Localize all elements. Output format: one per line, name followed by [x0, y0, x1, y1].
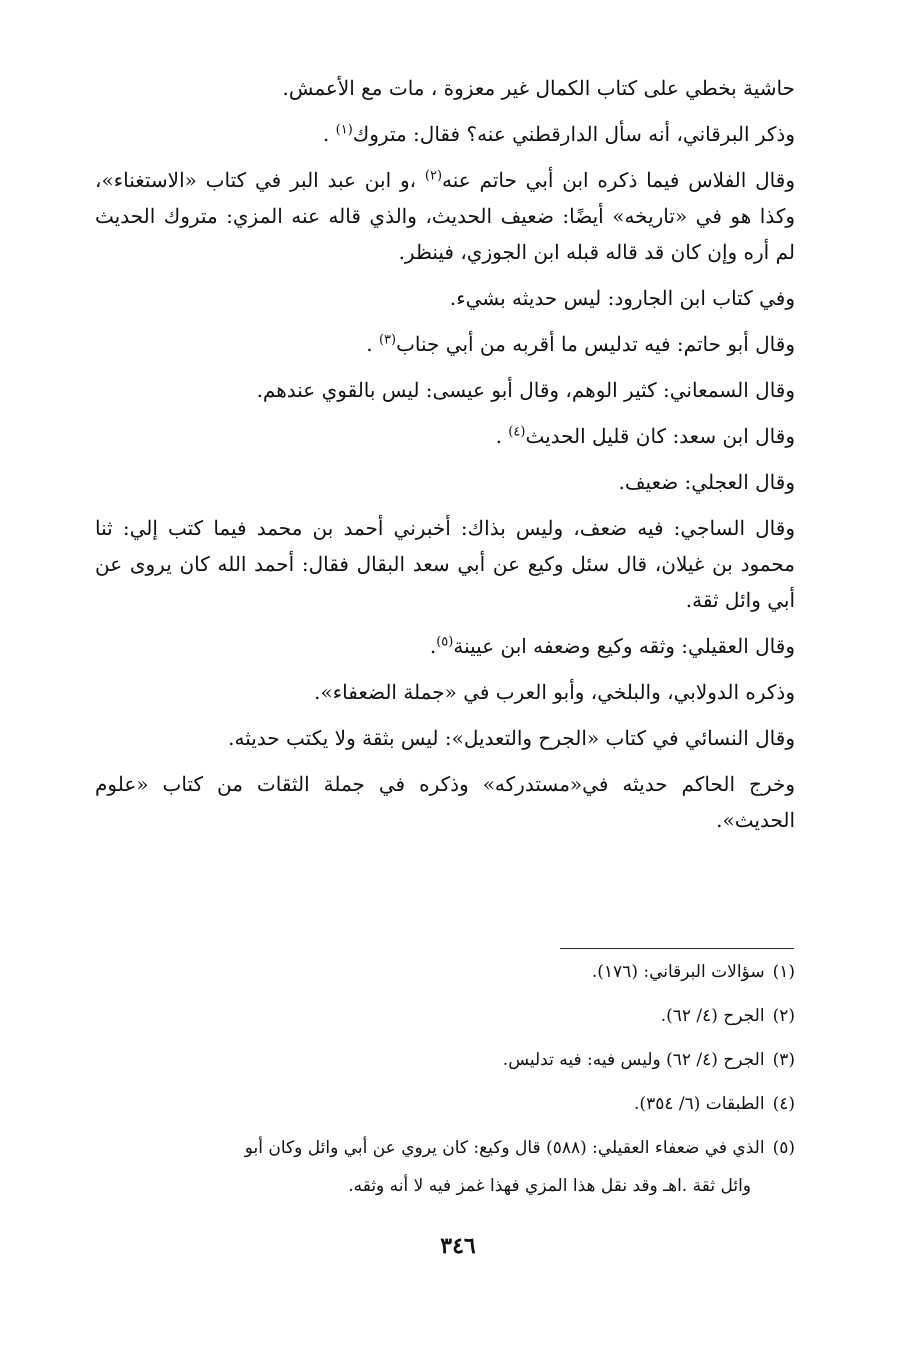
paragraph-11: [95, 674, 795, 710]
paragraph-tail: ،و ابن عبد البر في كتاب «الاستغناء»، وكذا هو في «تاريخه» أيضًا: ضعيف الحديث، والذي قاله عنه المزي: متروك الحديث لم أره وإن كان قد قاله قبله ابن الجوزي، فينظر.: [95, 168, 795, 264]
paragraph-text: وقال أبو حاتم: فيه تدليس ما أقربه من أبي جناب: [396, 332, 795, 356]
paragraph-9: [95, 510, 795, 618]
paragraph-text: وقال النسائي في كتاب «الجرح والتعديل»: ليس بثقة ولا يكتب حديثه.: [228, 726, 795, 750]
paragraph-13: [95, 766, 795, 838]
paragraph-text: وقال العقيلي: وثقه وكيع وضعفه ابن عيينة: [453, 634, 795, 658]
footnote-5-continuation: [95, 1170, 751, 1202]
footnote-text: الطبقات (٦/ ٣٥٤).: [634, 1094, 765, 1114]
paragraph-2: [95, 116, 795, 152]
footnote-text: وائل ثقة .اهـ وقد نقل هذا المزي فهذا غمز فيه لا أنه وثقه.: [348, 1176, 751, 1196]
paragraph-tail: .: [366, 332, 379, 356]
footnote-number: (٤): [772, 1094, 795, 1114]
footnote-marker: (٣): [378, 332, 397, 348]
footnote-4: [95, 1088, 795, 1120]
paragraph-text: وفي كتاب ابن الجارود: ليس حديثه بشيء.: [449, 286, 795, 310]
footnotes: [95, 956, 795, 1202]
footnote-marker: (١): [335, 122, 353, 138]
paragraph-12: [95, 720, 795, 756]
paragraph-text: وذكر البرقاني، أنه سأل الدارقطني عنه؟ فقال: متروك: [352, 122, 795, 146]
paragraph-text: وقال العجلي: ضعيف.: [618, 470, 795, 494]
paragraph-5: [95, 326, 795, 362]
footnote-marker: (٢): [424, 168, 443, 184]
paragraph-4: [95, 280, 795, 316]
footnote-number: (٢): [772, 1006, 795, 1026]
paragraph-text: وذكره الدولابي، والبلخي، وأبو العرب في «جملة الضعفاء».: [314, 680, 795, 704]
footnote-divider: [560, 948, 794, 949]
paragraph-8: [95, 464, 795, 500]
paragraph-text: وقال ابن سعد: كان قليل الحديث: [525, 424, 795, 448]
footnote-marker: (٤): [508, 424, 526, 440]
paragraph-tail: .: [322, 122, 336, 146]
paragraph-text: وقال الساجي: فيه ضعف، وليس بذاك: أخبرني أحمد بن محمد فيما كتب إلي: ثنا محمود بن غيلان، قال سئل وكيع عن أبي سعد البقال فقال: أحمد الله كان يروى عن أبي وائل ثقة.: [95, 516, 795, 612]
footnote-text: سؤالات البرقاني: (١٧٦).: [591, 962, 765, 982]
paragraph-tail: .: [429, 634, 437, 658]
paragraph-text: وقال الفلاس فيما ذكره ابن أبي حاتم عنه: [442, 168, 795, 192]
footnote-1: [95, 956, 795, 988]
footnote-3: [95, 1044, 795, 1076]
paragraph-6: [95, 372, 795, 408]
footnote-text: الذي في ضعفاء العقيلي: (٥٨٨) قال وكيع: كان يروي عن أبي وائل وكان أبو: [244, 1138, 765, 1158]
paragraph-text: وخرج الحاكم حديثه في«مستدركه» وذكره في جملة الثقات من كتاب «علوم الحديث».: [95, 772, 795, 832]
paragraph-7: [95, 418, 795, 454]
paragraph-10: [95, 628, 795, 664]
footnote-text: الجرح (٤/ ٦٢) وليس فيه: فيه تدليس.: [502, 1050, 765, 1070]
paragraph-text: حاشية بخطي على كتاب الكمال غير معزوة ، مات مع الأعمش.: [282, 76, 795, 100]
page-number: ٣٤٦: [440, 1233, 476, 1259]
main-text: [95, 70, 795, 848]
footnote-number: (٣): [772, 1050, 795, 1070]
paragraph-1: [95, 70, 795, 106]
footnote-5: [95, 1132, 795, 1164]
paragraph-text: وقال السمعاني: كثير الوهم، وقال أبو عيسى: ليس بالقوي عندهم.: [256, 378, 795, 402]
footnote-text: الجرح (٤/ ٦٢).: [660, 1006, 765, 1026]
footnote-number: (١): [772, 962, 795, 982]
footnote-2: [95, 1000, 795, 1032]
paragraph-3: [95, 162, 795, 270]
footnote-marker: (٥): [436, 634, 454, 650]
paragraph-tail: .: [495, 424, 509, 448]
footnote-number: (٥): [772, 1138, 795, 1158]
